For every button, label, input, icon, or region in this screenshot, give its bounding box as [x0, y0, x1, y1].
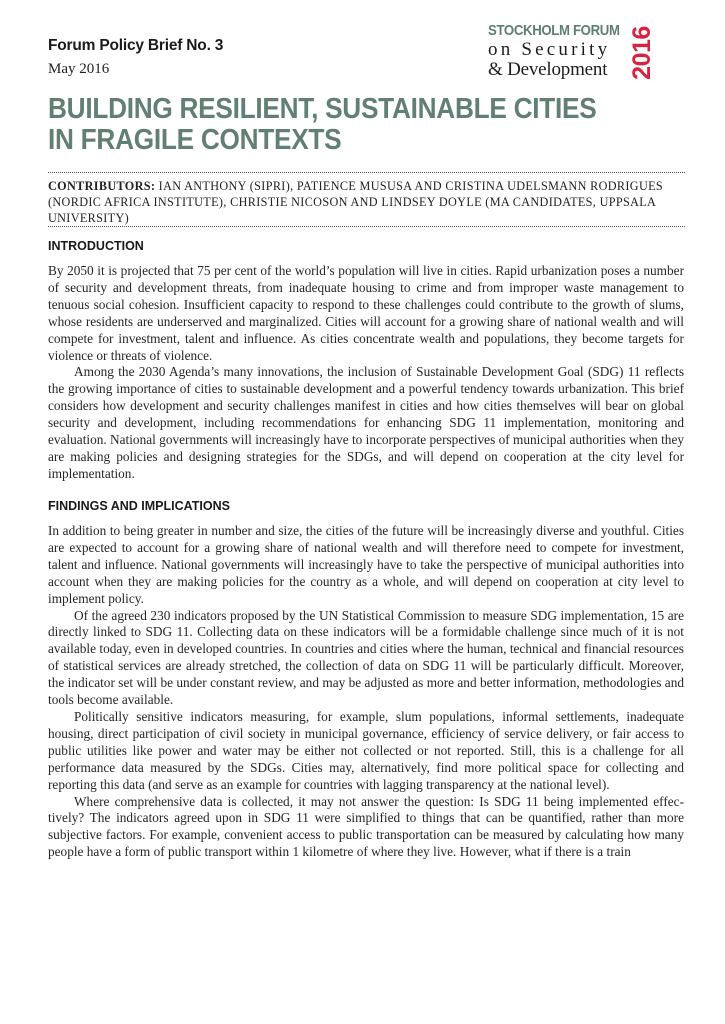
contributors-block: [48, 178, 688, 226]
policy-brief-series-label: Forum Policy Brief No. 3: [48, 37, 224, 54]
section-heading-findings: FINDINGS AND IMPLICATIONS: [48, 499, 230, 513]
divider-bottom: [48, 226, 685, 227]
section-heading-introduction: INTRODUCTION: [48, 239, 144, 253]
publication-date: May 2016: [48, 61, 110, 77]
paragraph: By 2050 it is projected that 75 per cent of the world’s population will live in cities. Rapid urbanization poses a number of security and development threats, from inadequate housing to crime and from improper waste management to tenuous social cohesion. Insufficient capacity to respond to these challenges could contribute to the growth of slums, whose residents are underserved and marginalized. Cities will account for a growing share of national wealth and will compete for investment, talent and influence. As cities concentrate wealth and populations, they become targets for violence or threats of violence.: [48, 263, 684, 363]
logo-line-development: & Development: [488, 59, 608, 80]
logo-line-on-security: on Security: [488, 39, 611, 60]
contributors-label: CONTRIBUTORS:: [48, 179, 156, 193]
title-line-1: BUILDING RESILIENT, SUSTAINABLE CITIES: [48, 93, 597, 125]
document-title: [48, 94, 637, 156]
logo-year-2016: 2016: [628, 26, 656, 80]
paragraph: Among the 2030 Agenda’s many innovations, the inclusion of Sustainable Development Goal (SDG) 11 reflects the growing importance of cities to sustainable development and a powerful tendency towards urbanization. This brief considers how development and security challenges manifest in cities and how cities themselves will bear on global security and development, including recommendations for enhancing SDG 11 implementation, monitoring and evaluation. National governments will increasingly have to incorporate perspectives of municipal authorities when they are making policies and designing strategies for the SDGs, and will depend on cooperation at the city level for implementation.: [48, 364, 684, 481]
divider-top: [48, 172, 685, 173]
contributors-names: IAN ANTHONY (SIPRI), PATIENCE MUSUSA AND CRISTINA UDELSMANN RODRIGUES (NORDIC AFRICA INSTITUTE), CHRISTIE NICOSON AND LINDSEY DOYLE (MA CANDIDATES, UPPSALA UNIVERSITY): [48, 179, 664, 225]
paragraph: Where comprehensive data is collected, it may not answer the question: Is SDG 11 being implemented effectively? The indicators agreed upon in SDG 11 were simplified to things that can be quantified, rather than more subjective factors. For example, convenient access to public transportation can be measured by calculating how many people have a form of public transport within 1 kilometre of where they live. However, what if there is a train: [48, 793, 684, 860]
paragraph: Of the agreed 230 indicators proposed by the UN Statistical Commission to measure SDG implementation, 15 are directly linked to SDG 11. Collecting data on these indicators will be a formidable challenge since much of it is not available today, even in developed countries. In countries and cities where the human, technical and financial resources of statistical services are already stretched, the collection of data on SDG 11 will be particularly difficult. Moreover, the indicator set will be under constant review, and may be adjusted as more and better information, methodologies and tools become available.: [48, 607, 684, 708]
section-body-findings: [48, 523, 684, 861]
section-body-introduction: [48, 263, 684, 483]
paragraph: In addition to being greater in number and size, the cities of the future will be increasingly diverse and youthful. Cities are expected to account for a growing share of national wealth and will therefore need to compete for investment, talent and influence. National governments will increasingly have to take the perspective of municipal authorities into account when they are making policies for the country as a whole, and will depend on cooperation at city level to implement policy.: [48, 523, 684, 606]
title-line-2: IN FRAGILE CONTEXTS: [48, 124, 342, 156]
stockholm-forum-logo: [488, 22, 673, 84]
logo-line-stockholm-forum: STOCKHOLM FORUM: [488, 22, 620, 39]
paragraph: Politically sensitive indicators measuring, for example, slum populations, informal settlements, inadequate housing, direct participation of civil society in municipal governance, efficiency of service delivery, or fair access to public utilities like power and water may be either not collected or not reported. Still, this is a challenge for all performance data measured by the SDGs. Cities may, alternatively, find more political space for collecting and reporting this data (and serve as an example for countries with lagging transparency at the national level).: [48, 708, 684, 792]
